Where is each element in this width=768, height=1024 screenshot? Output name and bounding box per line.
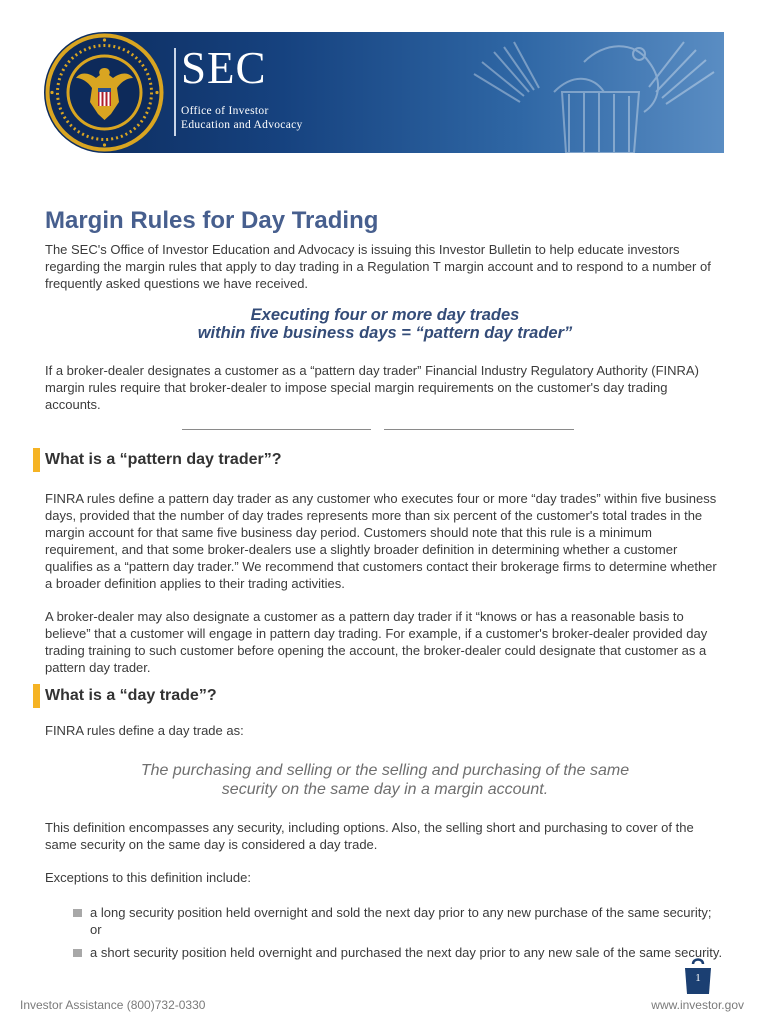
pdt-designation-paragraph: A broker-dealer may also designate a customer as a pattern day trader if it “knows or has a reasonable basis to believe” that a customer will engage in pattern day trading. For example, if a customer's broker-dealer provided day trading training to such customer before opening the account, the broker-dealer could designate that customer as a pattern day trader. [45, 609, 708, 675]
heading-accent-bar [33, 448, 40, 472]
day-trade-lead: FINRA rules define a day trade as: [45, 723, 244, 738]
section-heading-pattern-day-trader [45, 450, 725, 470]
page-title: Margin Rules for Day Trading [45, 207, 379, 234]
investor-assistance-phone: Investor Assistance (800)732-0330 [20, 998, 206, 1012]
list-item-text: a long security position held overnight and sold the next day prior to any new purchase of the same security; or [90, 905, 712, 937]
callout-line1: Executing four or more day trades [250, 306, 520, 324]
header-divider [174, 48, 176, 136]
page-number: 1 [695, 972, 701, 984]
section-divider [45, 429, 725, 430]
list-item-text: a short security position held overnight and purchased the next day prior to any new sale of the same security. [90, 945, 723, 960]
list-item [73, 904, 725, 938]
section-heading-text: What is a “pattern day trader”? [45, 451, 282, 468]
office-name-line1: Office of Investor [181, 105, 269, 117]
square-bullet-icon [73, 909, 82, 917]
bulletin-content [45, 206, 725, 967]
heading-accent-bar [33, 684, 40, 708]
divider-line-left [182, 429, 371, 430]
quote-line1: The purchasing and selling or the selling and purchasing of the same [140, 762, 630, 779]
pdt-definition-paragraph: FINRA rules define a pattern day trader as any customer who executes four or more “day trades” within five business days, provided that the number of day trades represents more than six percent of the customer's total trades in the margin account for that same five business day period. Customers should note that this rule is a minimum requirement, and that some broker-dealers use a slightly broader definition in determining whether a customer qualifies as a “pattern day trader.” We recommend that customers contact their brokerage firms to determine whether a broader definition applies to their trading activities. [45, 491, 717, 591]
exceptions-lead: Exceptions to this definition include: [45, 870, 251, 885]
section-heading-text: What is a “day trade”? [45, 687, 217, 704]
square-bullet-icon [73, 949, 82, 957]
investor-website-link[interactable]: www.investor.gov [651, 998, 744, 1012]
pdt-intro-paragraph: If a broker-dealer designates a customer as a “pattern day trader” Financial Industry Regulatory Authority (FINRA) margin rules require that broker-dealer to impose special margin requirements on the customer's day trading accounts. [45, 363, 699, 412]
pattern-day-trader-callout [45, 306, 725, 342]
eagle-watermark-icon [434, 32, 724, 153]
day-trade-definition-quote [45, 761, 725, 799]
section-heading-day-trade [45, 686, 725, 706]
sec-seal-icon [44, 32, 165, 153]
quote-line2: security on the same day in a margin account. [221, 781, 549, 798]
agency-name: SEC [181, 43, 267, 93]
office-name-line2: Education and Advocacy [181, 119, 303, 131]
divider-line-right [384, 429, 574, 430]
intro-paragraph: The SEC's Office of Investor Education and Advocacy is issuing this Investor Bulletin to help educate investors regarding the margin rules that apply to day trading in a Regulation T margin account and to respond to a number of frequently asked questions we have received. [45, 242, 711, 291]
day-trade-scope-paragraph: This definition encompasses any security, including options. Also, the selling short and purchasing to cover of the same security on the same day is considered a day trade. [45, 820, 694, 852]
callout-line2: within five business days = “pattern day trader” [197, 324, 573, 342]
list-item [73, 944, 725, 961]
exceptions-list [45, 904, 725, 961]
office-name [181, 104, 303, 132]
